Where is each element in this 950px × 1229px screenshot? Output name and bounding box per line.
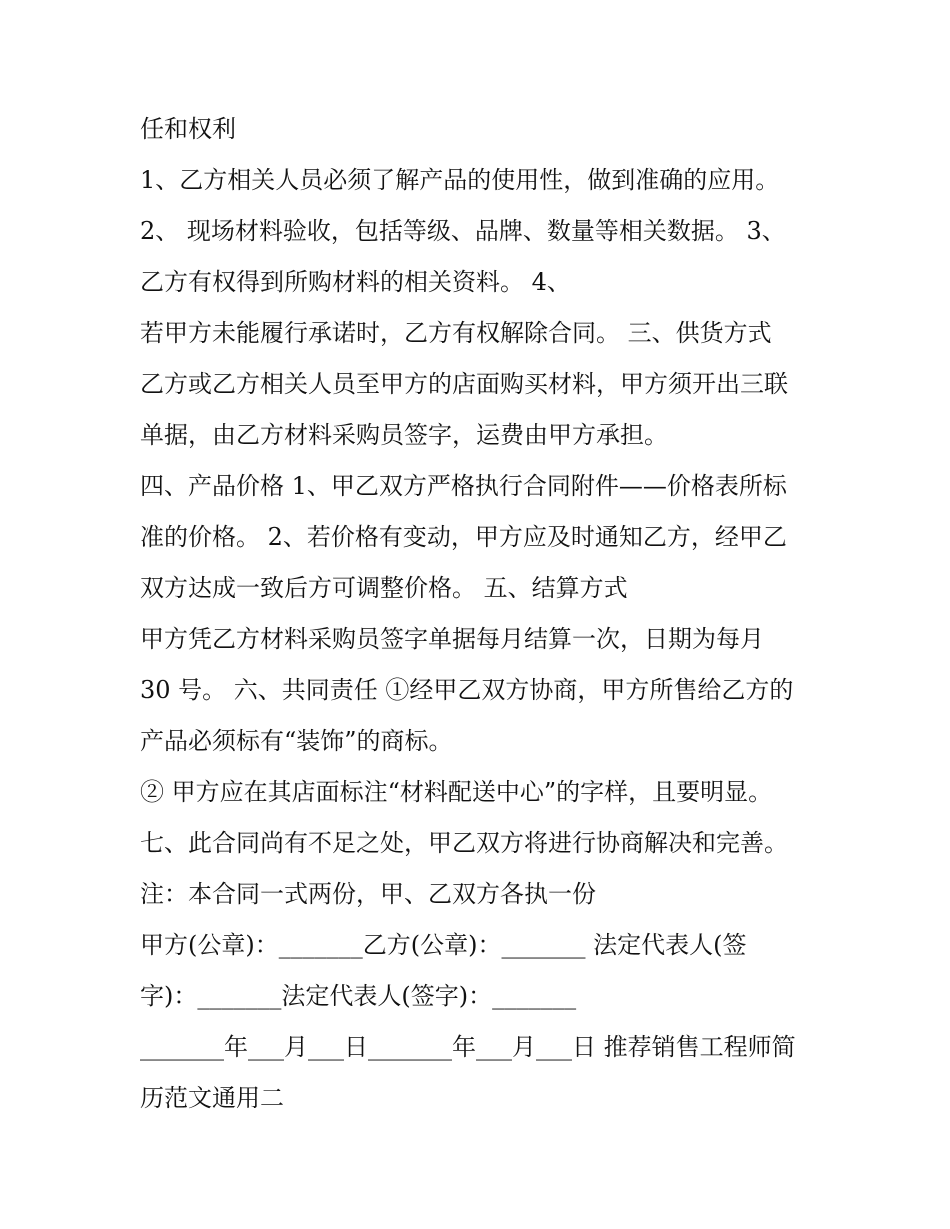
text-line-7: 单据，由乙方材料采购员签字，运费由甲方承担。 <box>140 421 668 449</box>
text-line-6: 乙方或乙方相关人员至甲方的店面购买材料，甲方须开出三联 <box>140 370 788 398</box>
text-line-13: 产品必须标有“装饰”的商标。 <box>140 727 453 755</box>
text-line-19: _______年___月___日_______年___月___日 推荐销售工程师简 <box>140 1033 796 1061</box>
text-line-8: 四、产品价格 1、甲乙双方严格执行合同附件——价格表所标 <box>140 472 787 500</box>
text-line-20: 历范文通用二 <box>140 1084 284 1112</box>
text-line-9: 准的价格。 2、若价格有变动，甲方应及时通知乙方，经甲乙 <box>140 523 787 551</box>
text-line-17: 甲方(公章)：_______乙方(公章)：_______ 法定代表人(签 <box>140 931 747 959</box>
text-line-3: 2、 现场材料验收，包括等级、品牌、数量等相关数据。 3、 <box>140 217 786 245</box>
text-line-4: 乙方有权得到所购材料的相关资料。 4、 <box>140 268 571 296</box>
text-line-5: 若甲方未能履行承诺时，乙方有权解除合同。 三、供货方式 <box>140 319 772 347</box>
text-line-1: 任和权利 <box>140 115 236 143</box>
text-line-15: 七、此合同尚有不足之处，甲乙双方将进行协商解决和完善。 <box>140 829 788 857</box>
text-line-2: 1、乙方相关人员必须了解产品的使用性，做到准确的应用。 <box>140 166 780 194</box>
text-line-10: 双方达成一致后方可调整价格。 五、结算方式 <box>140 574 628 602</box>
text-line-14: ② 甲方应在其店面标注“材料配送中心”的字样，且要明显。 <box>140 778 773 806</box>
text-line-12: 30 号。 六、共同责任 ①经甲乙双方协商，甲方所售给乙方的 <box>140 676 794 704</box>
text-line-11: 甲方凭乙方材料采购员签字单据每月结算一次，日期为每月 <box>140 625 764 653</box>
text-line-16: 注：本合同一式两份，甲、乙双方各执一份 <box>140 880 596 908</box>
text-line-18: 字)：_______法定代表人(签字)：_______ <box>140 982 577 1010</box>
